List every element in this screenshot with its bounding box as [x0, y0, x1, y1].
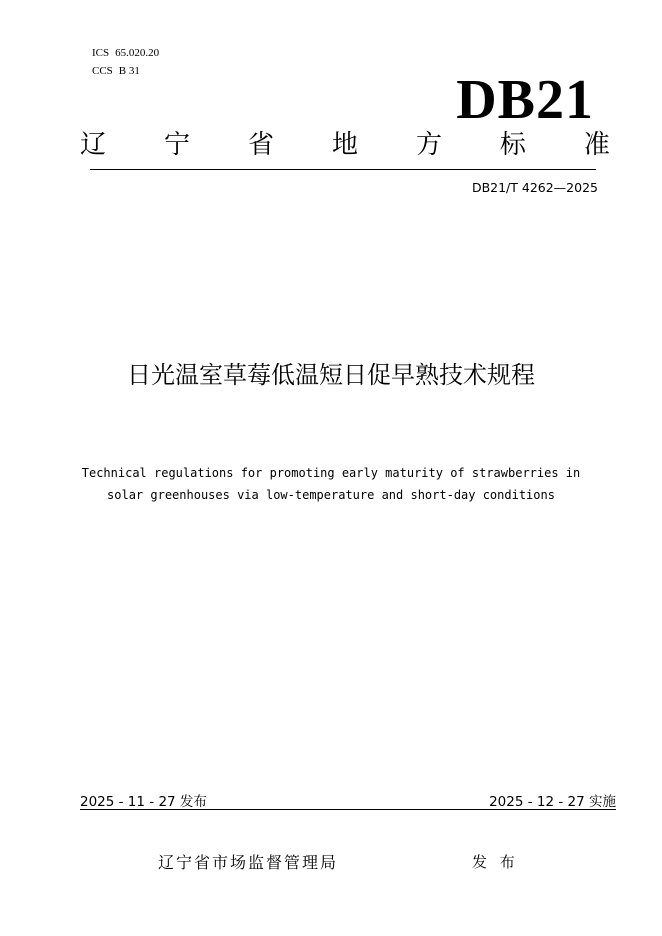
province-title-char: 准 [583, 130, 610, 160]
province-title-char: 辽 [80, 130, 107, 160]
ccs-value: B 31 [118, 65, 140, 77]
ccs-line [92, 62, 159, 80]
title-en-line-2: solar greenhouses via low-temperature and short-day conditions [107, 488, 555, 502]
issuing-authority: 辽宁省市场监督管理局 [158, 853, 339, 872]
province-title-char: 宁 [163, 130, 190, 160]
classification-codes [92, 44, 159, 80]
province-title-char: 方 [415, 130, 442, 160]
province-standard-title [80, 128, 610, 162]
issue-label: 发 布 [472, 853, 519, 871]
header-divider [90, 169, 596, 170]
document-title-en [0, 462, 662, 506]
implementation-date: 2025 - 12 - 27 实施 [489, 794, 616, 810]
db-logo: DB21 [456, 69, 594, 131]
ics-label: ICS [92, 47, 110, 59]
document-title-zh: 日光温室草莓低温短日促早熟技术规程 [127, 361, 535, 389]
ics-line [92, 44, 159, 62]
province-title-char: 省 [247, 130, 274, 160]
footer-divider [80, 809, 616, 810]
province-title-char: 地 [331, 130, 358, 160]
standard-number: DB21/T 4262—2025 [471, 180, 598, 195]
province-title-char: 标 [499, 130, 526, 160]
ccs-label: CCS [92, 65, 113, 77]
title-en-line-1: Technical regulations for promoting early maturity of strawberries in [81, 466, 581, 480]
release-date: 2025 - 11 - 27 发布 [80, 794, 207, 810]
ics-value: 65.020.20 [115, 47, 160, 59]
